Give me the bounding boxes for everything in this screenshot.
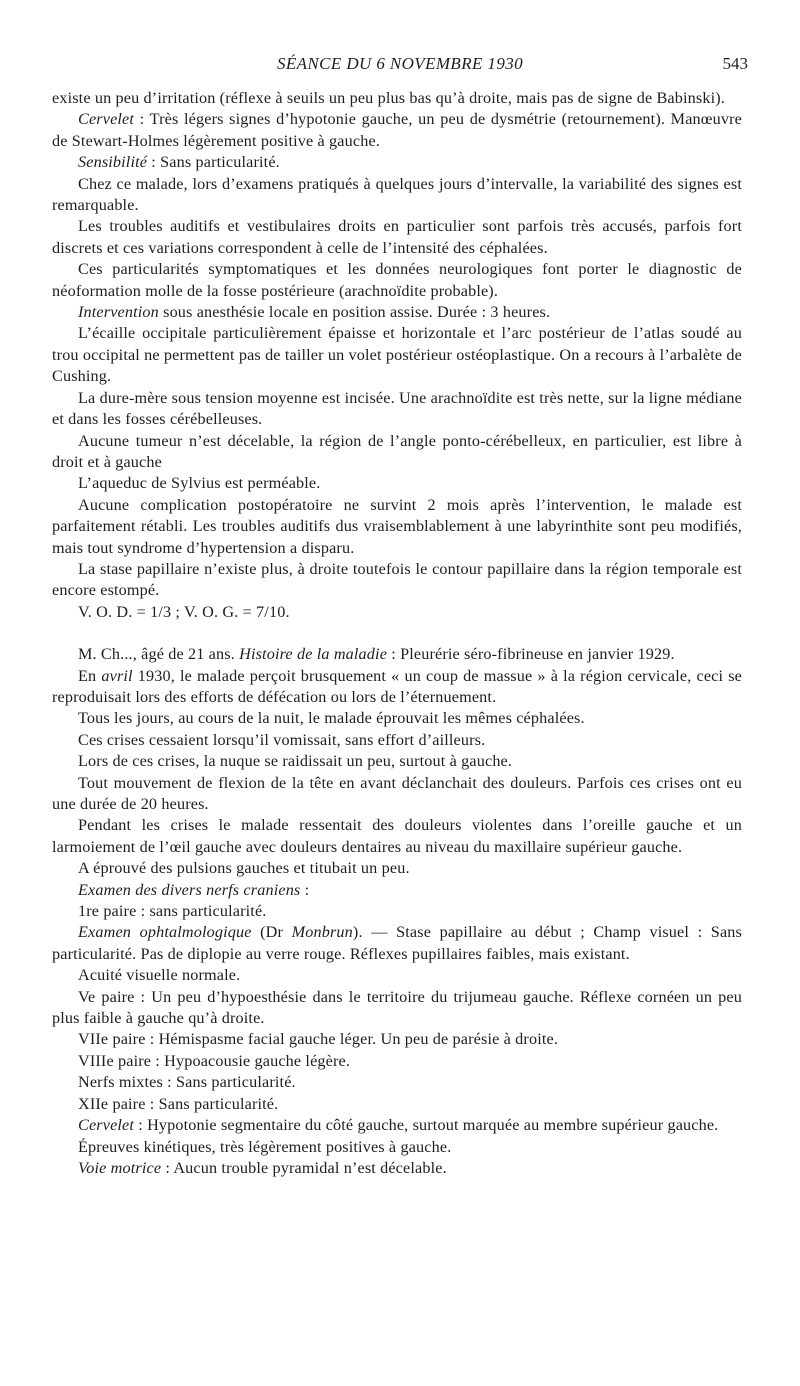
article-body (52, 88, 742, 1179)
paragraph: En avril 1930, le malade perçoit brusquement « un coup de massue » à la région cervicale, ceci se reproduisait lors des efforts de défécation ou lors de l’éternuement. (52, 666, 743, 706)
paragraph: Intervention sous anesthésie locale en position assise. Durée : 3 heures. (78, 303, 551, 322)
paragraph: Acuité visuelle normale. (78, 966, 241, 985)
paragraph: Lors de ces crises, la nuque se raidissait un peu, surtout à gauche. (78, 752, 513, 771)
page-number: 543 (722, 54, 748, 73)
paragraph: Pendant les crises le malade ressentait des douleurs violentes dans l’oreille gauche et un larmoiement de l’œil gauche avec douleurs dentaires au niveau du maxillaire supérieur gauche. (52, 816, 742, 856)
paragraph: Les troubles auditifs et vestibulaires droits en particulier sont parfois très accusés, parfois fort discrets et ces variations correspondent à celle de l’intensité des céphalées. (52, 217, 742, 257)
paragraph: XIIe paire : Sans particularité. (78, 1094, 279, 1113)
paragraph: Tout mouvement de flexion de la tête en avant déclanchait des douleurs. Parfois ces crises ont eu une durée de 20 heures. (52, 773, 742, 813)
paragraph: Tous les jours, au cours de la nuit, le malade éprouvait les mêmes céphalées. (78, 709, 585, 728)
paragraph: Aucune complication postopératoire ne survint 2 mois après l’intervention, le malade est parfaitement rétabli. Les troubles auditifs dus vraisemblablement à une labyrinthite sont peu modifiés, mais tout syndrome d’hypertension a disparu. (52, 495, 742, 557)
running-title: SÉANCE DU 6 NOVEMBRE 1930 (276, 54, 524, 73)
paragraph: Épreuves kinétiques, très légèrement positives à gauche. (78, 1137, 452, 1156)
paragraph: Aucune tumeur n’est décelable, la région de l’angle ponto-cérébelleux, en particulier, est libre à droit et à gauche (52, 431, 742, 471)
paragraph: La stase papillaire n’existe plus, à droite toutefois le contour papillaire dans la région temporale est encore estompé. (52, 559, 742, 600)
paragraph: Ve paire : Un peu d’hypoesthésie dans le territoire du trijumeau gauche. Réflexe cornéen un peu plus faible à gauche qu’à droite. (52, 987, 742, 1028)
paragraph: A éprouvé des pulsions gauches et titubait un peu. (78, 859, 410, 878)
paragraph: L’écaille occipitale particulièrement épaisse et horizontale et l’arc postérieur de l’atlas soudé au trou occipital ne permettent pas de tailler un volet postérieur ostéoplastique. On a recours à l’arbalète de Cushing. (52, 324, 742, 386)
paragraph: Nerfs mixtes : Sans particularité. (78, 1073, 296, 1092)
paragraph: La dure-mère sous tension moyenne est incisée. Une arachnoïdite est très nette, sur la ligne médiane et dans les fosses cérébelleuses. (52, 388, 742, 429)
running-header (52, 54, 748, 80)
paragraph: L’aqueduc de Sylvius est perméable. (78, 474, 321, 493)
case-heading: M. Ch..., âgé de 21 ans. Histoire de la maladie : Pleurérie séro-fibrineuse en janvier 1929. (78, 645, 675, 664)
paragraph: Ces particularités symptomatiques et les données neurologiques font porter le diagnostic de néoformation molle de la fosse postérieure (arachnoïdite probable). (52, 260, 742, 300)
paragraph: Sensibilité : Sans particularité. (78, 153, 280, 172)
paragraph: VIIe paire : Hémispasme facial gauche léger. Un peu de parésie à droite. (78, 1030, 559, 1049)
paragraph: Ces crises cessaient lorsqu’il vomissait, sans effort d’ailleurs. (78, 730, 486, 749)
paragraph: Chez ce malade, lors d’examens pratiqués à quelques jours d’intervalle, la variabilité des signes est remarquable. (52, 174, 742, 215)
paragraph: Cervelet : Hypotonie segmentaire du côté gauche, surtout marquée au membre supérieur gauche. (78, 1116, 719, 1135)
paragraph: Voie motrice : Aucun trouble pyramidal n’est décelable. (78, 1158, 447, 1177)
paragraph: existe un peu d’irritation (réflexe à seuils un peu plus bas qu’à droite, mais pas de signe de Babinski). (52, 89, 725, 107)
paragraph: Cervelet : Très légers signes d’hypotonie gauche, un peu de dysmétrie (retournement). Manœuvre de Stewart-Holmes légèrement positive à gauche. (52, 110, 742, 150)
paragraph: 1re paire : sans particularité. (78, 902, 267, 921)
paragraph: V. O. D. = 1/3 ; V. O. G. = 7/10. (78, 602, 290, 621)
paragraph: Examen des divers nerfs craniens : (78, 880, 310, 899)
paragraph: Examen ophtalmologique (Dr Monbrun). — Stase papillaire au début ; Champ visuel : Sans particularité. Pas de diplopie au verre rouge. Réflexes pupillaires faibles, mais existant. (52, 923, 742, 963)
paragraph: VIIIe paire : Hypoacousie gauche légère. (78, 1051, 351, 1070)
